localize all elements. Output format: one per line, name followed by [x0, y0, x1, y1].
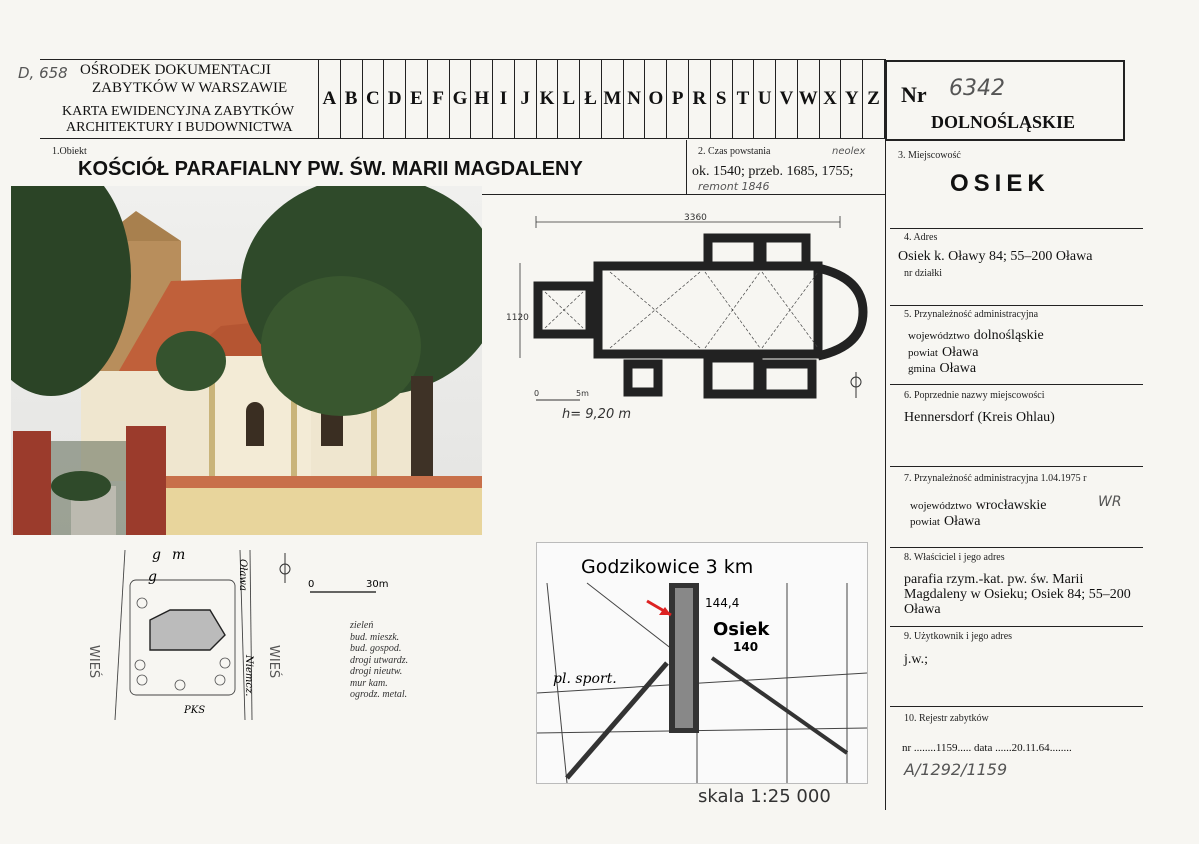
site-label-g2: g	[148, 569, 157, 585]
powiat75-row	[910, 512, 981, 530]
rejestr-data-label: data	[974, 742, 993, 754]
plan-width-dim: 3360	[684, 213, 707, 223]
region: DOLNOŚLĄSKIE	[931, 112, 1076, 132]
site-niemcz: Niemcz.	[243, 655, 254, 697]
plan-height-note: h= 9,20 m	[562, 407, 632, 422]
woj-label: województwo	[908, 330, 970, 342]
plan-scale: 5m	[576, 389, 589, 398]
site-label-m: m	[172, 547, 186, 563]
letter-cell: P	[667, 60, 689, 138]
rejestr-row: nr ........1159..... data ......20.11.64........	[902, 742, 1072, 754]
woj75-label: województwo	[910, 500, 972, 512]
wlasc-value: parafia rzym.-kat. pw. św. Marii Magdaleny w Osieku; Osiek 84; 55–200 Oława	[904, 572, 1131, 617]
legend-text: drogi utwardz.	[350, 654, 409, 666]
gmina-value: Oława	[939, 361, 977, 376]
gmina-label: gmina	[908, 363, 936, 375]
dzialki-label: nr działki	[904, 268, 943, 279]
map-elev1: 144,4	[705, 596, 740, 610]
obiekt-label: 1.Obiekt	[52, 146, 87, 157]
letter-cell: Ł	[580, 60, 602, 138]
legend-text: zieleń	[350, 620, 374, 631]
card-line1: KARTA EWIDENCYJNA ZABYTKÓW	[62, 104, 295, 119]
site-scale-zero: 0	[308, 579, 315, 590]
plan-scale-zero: 0	[534, 389, 540, 398]
nr-label: Nr	[901, 82, 927, 107]
letter-cell: M	[602, 60, 624, 138]
uzyt-value: j.w.;	[904, 652, 928, 667]
card-line2: ARCHITEKTURY I BUDOWNICTWA	[66, 120, 293, 135]
letter-cell: I	[493, 60, 515, 138]
hand-code: D, 658	[18, 64, 68, 82]
rejestr-label: 10. Rejestr zabytków	[904, 713, 989, 724]
letter-cell: L	[558, 60, 580, 138]
nr-box	[885, 60, 1125, 141]
legend-item	[350, 689, 408, 701]
letter-cell: C	[363, 60, 385, 138]
letter-cell: B	[341, 60, 363, 138]
map-town: Osiek	[713, 619, 770, 640]
site-legend	[350, 620, 408, 701]
map-title: Godzikowice 3 km	[581, 556, 754, 578]
rejestr-nr-label: nr	[902, 742, 912, 754]
miejsc-label: 3. Miejscowość	[898, 150, 961, 161]
woj75-value: wrocławskie	[975, 498, 1047, 513]
letter-cell: J	[515, 60, 537, 138]
adres-label: 4. Adres	[904, 232, 938, 243]
letter-cell: T	[733, 60, 755, 138]
letter-cell: X	[820, 60, 842, 138]
letter-cell: W	[798, 60, 820, 138]
przyn75-label: 7. Przynależność administracyjna 1.04.1975 r	[904, 473, 1087, 484]
legend-item	[350, 643, 408, 655]
church-photo	[11, 186, 482, 535]
czas-value: ok. 1540; przeb. 1685, 1755;	[692, 164, 854, 179]
hand-7: WR	[1098, 494, 1122, 510]
powiat-value: Oława	[941, 345, 979, 360]
rejestr-nr: 1159	[935, 742, 958, 754]
woj-value: dolnośląskie	[973, 328, 1044, 343]
miejsc-value: OSIEK	[950, 170, 1050, 197]
legend-item	[350, 632, 408, 644]
woj-row	[908, 326, 1044, 344]
legend-text: bud. mieszk.	[350, 631, 400, 643]
czas-hand2: remont 1846	[698, 180, 770, 193]
letter-cell: E	[406, 60, 428, 138]
przyn-label: 5. Przynależność administracyjna	[904, 309, 1039, 320]
map-scale: skala 1:25 000	[698, 786, 831, 807]
powiat-label: powiat	[908, 347, 938, 359]
legend-text: ogrodz. metal.	[350, 689, 408, 700]
map-elev2: 140	[733, 640, 759, 654]
site-pks: PKS	[184, 705, 206, 716]
letter-cell: U	[754, 60, 776, 138]
letter-cell: Z	[863, 60, 885, 138]
powiat75-label: powiat	[910, 516, 940, 528]
site-wies-left: WIEŚ	[86, 645, 101, 679]
letter-index	[318, 60, 885, 138]
legend-text: mur kam.	[350, 677, 388, 689]
powiat75-value: Oława	[943, 514, 981, 529]
floor-plan	[500, 208, 880, 428]
wlasc-label: 8. Właściciel i jego adres	[904, 552, 1005, 563]
site-label-g: g	[152, 547, 161, 563]
map-sport: pl. sport.	[553, 671, 617, 687]
czas-hand1: neolex	[832, 146, 866, 157]
rejestr-hand: A/1292/1159	[904, 760, 1008, 779]
legend-text: bud. gospod.	[350, 643, 402, 654]
plan-height-dim: 1120	[506, 313, 529, 323]
letter-cell: V	[776, 60, 798, 138]
gmina-row	[908, 359, 976, 377]
letter-cell: S	[711, 60, 733, 138]
uzyt-label: 9. Użytkownik i jego adres	[904, 631, 1013, 642]
czas-label: 2. Czas powstania	[698, 146, 771, 157]
legend-text: drogi nieutw.	[350, 666, 403, 677]
institution-line2: ZABYTKÓW W WARSZAWIE	[92, 80, 288, 96]
legend-item	[350, 666, 408, 678]
letter-cell: O	[645, 60, 667, 138]
legend-item	[350, 678, 408, 690]
legend-item	[350, 620, 408, 632]
letter-cell: F	[428, 60, 450, 138]
site-olawa: Oława	[237, 559, 248, 591]
letter-cell: D	[384, 60, 406, 138]
adres-value: Osiek k. Oławy 84; 55–200 Oława	[898, 249, 1093, 264]
rejestr-data: 20.11.64	[1011, 742, 1050, 754]
poprz-label: 6. Poprzednie nazwy miejscowości	[904, 390, 1045, 401]
letter-cell: R	[689, 60, 711, 138]
topo-map	[536, 542, 868, 784]
letter-cell: N	[624, 60, 646, 138]
letter-cell: Y	[841, 60, 863, 138]
letter-cell: G	[450, 60, 472, 138]
site-scale: 30m	[366, 579, 389, 590]
poprz-value: Hennersdorf (Kreis Ohlau)	[904, 410, 1055, 425]
institution-line1: OŚRODEK DOKUMENTACJI	[80, 62, 271, 78]
letter-cell: A	[319, 60, 341, 138]
obiekt-value: KOŚCIÓŁ PARAFIALNY PW. ŚW. MARII MAGDALENY	[78, 158, 583, 180]
letter-cell: H	[471, 60, 493, 138]
nr-value: 6342	[949, 76, 1005, 101]
letter-cell: K	[537, 60, 559, 138]
site-wies-right: WIEŚ	[266, 645, 281, 679]
legend-item	[350, 655, 408, 667]
